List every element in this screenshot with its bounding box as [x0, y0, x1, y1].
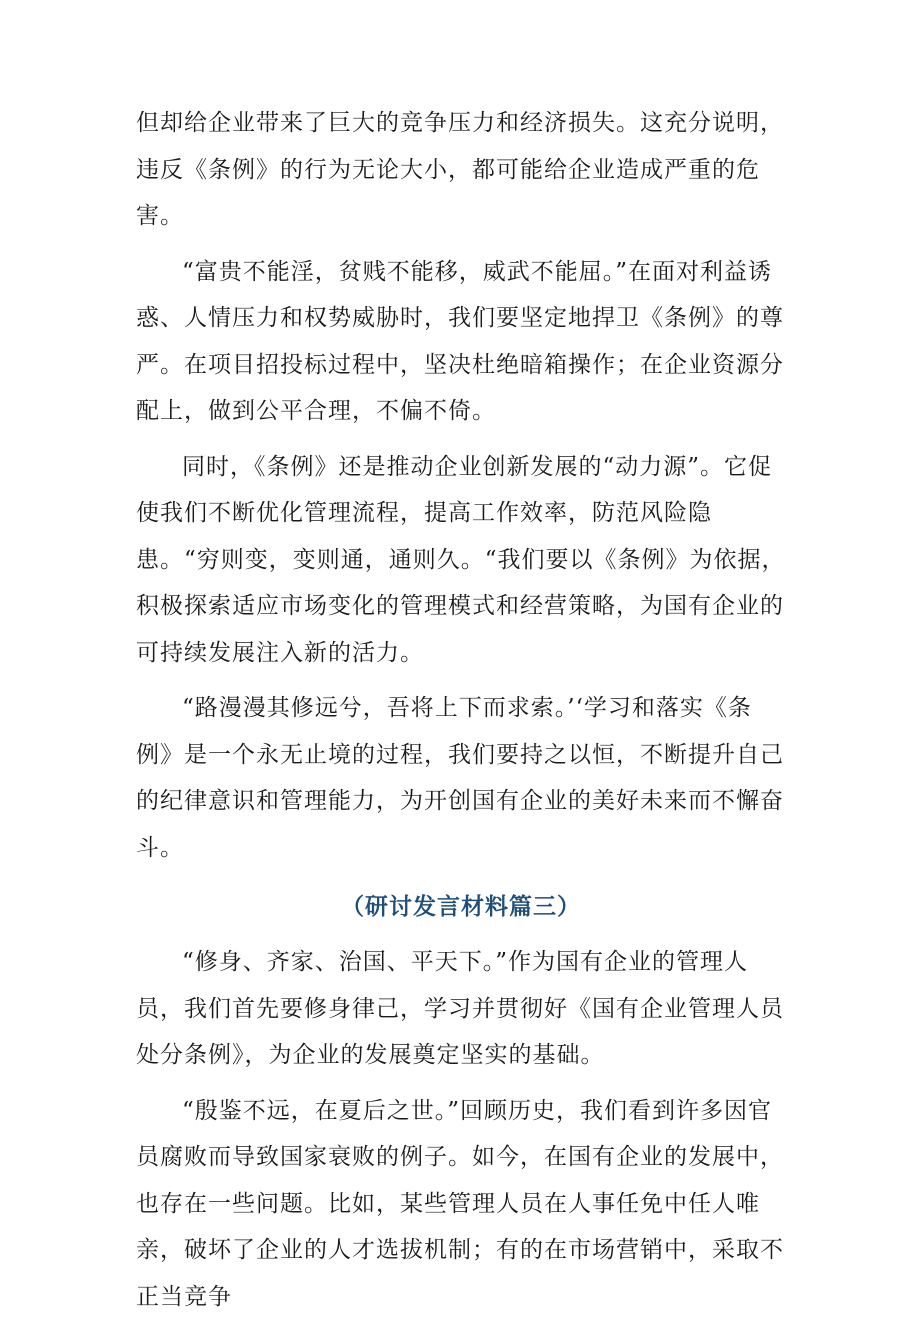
paragraph-innovation: 同时，《条例》还是推动企业创新发展的“动力源”。它促使我们不断优化管理流程，提高工作效率，防范风险隐患。“穷则变，变则通，通则久。“我们要以《条例》为依据，积极探索适应市场变化的管理模式和经营策略，为国有企业的可持续发展注入新的活力。 [136, 444, 786, 677]
section-heading: （研讨发言材料篇三） [136, 883, 786, 931]
paragraph-continuation: 但却给企业带来了巨大的竞争压力和经济损失。这充分说明，违反《条例》的行为无论大小，都可能给企业造成严重的危害。 [136, 100, 786, 240]
paragraph-long-road: “路漫漫其修远兮，吾将上下而求索。’‘学习和落实《条例》是一个永无止境的过程，我们要持之以恒，不断提升自己的纪律意识和管理能力，为开创国有企业的美好未来而不懈奋斗。 [136, 685, 786, 871]
document-page [136, 100, 786, 1320]
paragraph-wealth-quote: “富贵不能淫，贫贱不能移，威武不能屈。”在面对利益诱惑、人情压力和权势威胁时，我们要坚定地捍卫《条例》的尊严。在项目招投标过程中，坚决杜绝暗箱操作；在企业资源分配上，做到公平合理，不偏不倚。 [136, 249, 786, 435]
paragraph-self-cultivation: “修身、齐家、治国、平天下。”作为国有企业的管理人员，我们首先要修身律己，学习并贯彻好《国有企业管理人员处分条例》，为企业的发展奠定坚实的基础。 [136, 939, 786, 1079]
paragraph-history-lesson: “殷鉴不远，在夏后之世。”回顾历史，我们看到许多因官员腐败而导致国家衰败的例子。如今，在国有企业的发展中，也存在一些问题。比如，某些管理人员在人事任免中任人唯亲，破坏了企业的人才选拔机制；有的在市场营销中，采取不正当竞争 [136, 1088, 786, 1320]
